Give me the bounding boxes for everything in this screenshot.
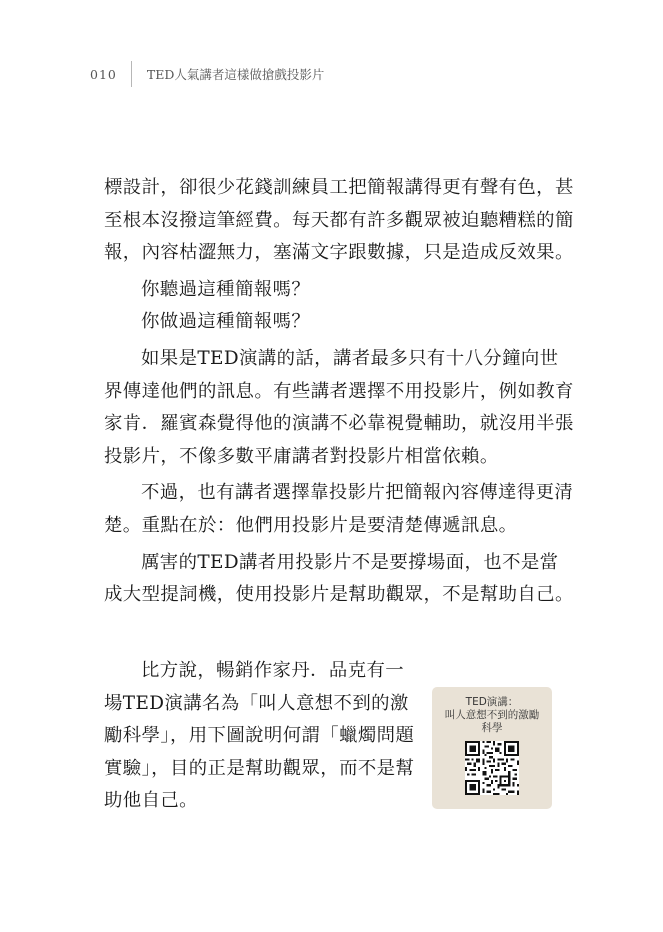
- main-text: [104, 172, 574, 612]
- page-number: 010: [90, 66, 117, 82]
- qr-caption: [445, 696, 540, 735]
- qr-caption-line: 科學: [481, 722, 503, 734]
- final-paragraph-column: [104, 655, 416, 818]
- paragraph: 比方說，暢銷作家丹．品克有一場TED演講名為「叫人意想不到的激勵科學」，用下圖說明何謂「蠟燭問題實驗」，目的正是幫助觀眾，而不是幫助他自己。: [104, 660, 415, 812]
- paragraph: 厲害的TED講者用投影片不是要撐場面，也不是當成大型提詞機，使用投影片是幫助觀眾，不是幫助自己。: [104, 551, 574, 606]
- qr-caption-line: 叫人意想不到的激勵: [444, 709, 540, 721]
- book-title: TED人氣講者這樣做搶戲投影片: [146, 67, 325, 82]
- paragraph: 你做過這種簡報嗎？: [141, 311, 311, 333]
- qr-sidebar: [432, 687, 552, 809]
- paragraph: 標設計，卻很少花錢訓練員工把簡報講得更有聲有色，甚至根本沒撥這筆經費。每天都有許多觀眾被迫聽糟糕的簡報，內容枯澀無力，塞滿文字跟數據，只是造成反效果。: [104, 177, 574, 264]
- qr-caption-line: TED演講：: [465, 696, 519, 708]
- paragraph: 你聽過這種簡報嗎？: [141, 278, 311, 300]
- qr-code-icon[interactable]: [465, 741, 519, 795]
- running-header: [90, 60, 324, 88]
- paragraph: 如果是TED演講的話，講者最多只有十八分鐘向世界傳達他們的訊息。有些講者選擇不用投影片，例如教育家肯．羅賓森覺得他的演講不必靠視覺輔助，就沒用半張投影片，不像多數平庸講者對投影片相當依賴。: [104, 347, 574, 467]
- paragraph: 不過，也有講者選擇靠投影片把簡報內容傳達得更清楚。重點在於：他們用投影片是要清楚傳遞訊息。: [104, 482, 574, 536]
- header-divider: [131, 61, 132, 87]
